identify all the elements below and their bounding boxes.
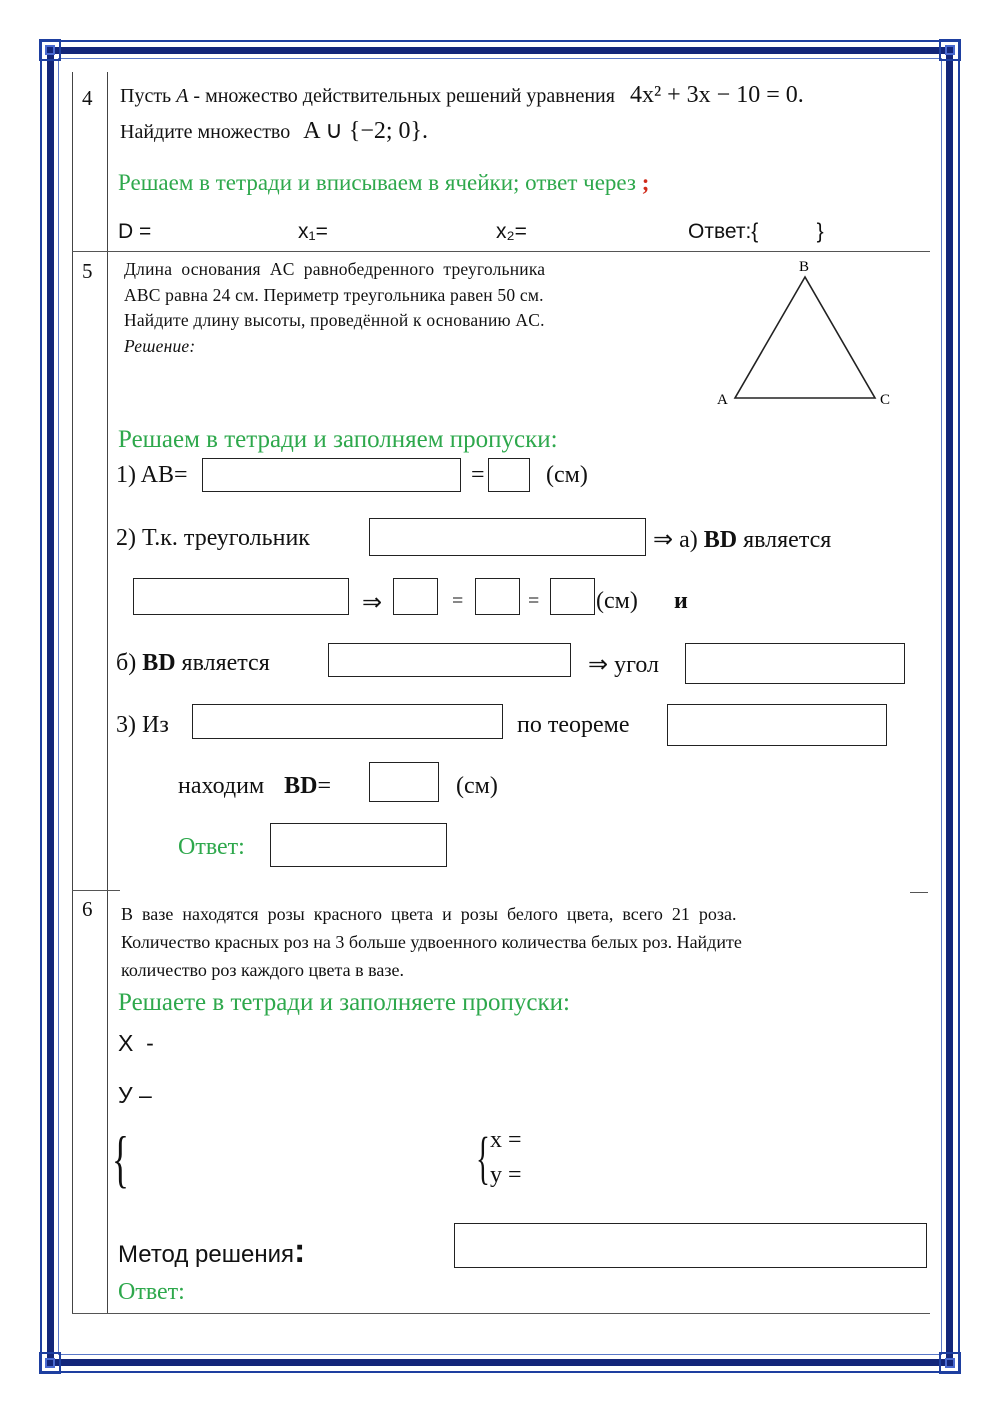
task6-answer-label: Ответ: (118, 1279, 185, 1305)
vertex-label-a: A (717, 392, 728, 408)
find-unit: (см) (456, 773, 498, 799)
step2b-equals-1: = (452, 590, 464, 612)
task6-text-line: количество роз каждого цвета в вазе. (121, 960, 404, 980)
bd-second-property-input[interactable] (328, 643, 571, 677)
triangle-abc-figure (710, 255, 910, 415)
frame-corner-ornament (39, 1352, 61, 1374)
ab-expression-input[interactable] (202, 458, 461, 492)
table-bottom-border (72, 1313, 930, 1314)
stepb-bd: BD (142, 650, 176, 676)
find-label: находим (178, 773, 265, 799)
task5-text-line: Длина основания AC равнобедренного треугольника (124, 259, 546, 279)
task4-x2-label: x₂= (496, 220, 527, 243)
row-divider-4-5 (72, 251, 930, 252)
angle-input[interactable] (685, 643, 905, 684)
segment-expression-input[interactable] (475, 578, 520, 615)
step2-label: 2) Т.к. треугольник (116, 525, 310, 551)
system-left-brace: { (112, 1123, 129, 1194)
x-variable-label: Х - (118, 1030, 154, 1056)
task4-find: Найдите множество (120, 121, 291, 143)
step1-ab-label: 1) AB= (116, 462, 188, 488)
method-label-text: Метод решения (118, 1241, 294, 1268)
step2b-and: и (674, 588, 688, 614)
method-label-colon: : (293, 1232, 306, 1270)
task-number-5: 5 (82, 259, 93, 283)
theorem-input[interactable] (667, 704, 887, 746)
task4-statement-line1 (120, 82, 930, 109)
triangle-shape (735, 277, 875, 398)
find-bd: BD (284, 773, 318, 799)
step2b-unit: (см) (596, 588, 638, 614)
task5-instruction: Решаем в тетради и заполняем пропуски: (118, 426, 558, 453)
step2-is: является (743, 527, 832, 553)
task5-answer-label: Ответ: (178, 834, 245, 860)
task-number-6: 6 (82, 897, 93, 921)
task4-instruction (118, 170, 649, 196)
task6-text-line: В вазе находятся розы красного цвета и розы белого цвета, всего 21 роза. (121, 904, 737, 924)
answer-system-brace: { (476, 1125, 490, 1190)
task4-d-label: D = (118, 220, 152, 243)
step1-unit: (см) (546, 462, 588, 488)
step2-bd: BD (703, 527, 738, 553)
task4-instruction-text: Решаем в тетради и вписываем в ячейки; ответ через (118, 170, 637, 195)
step1-equals: = (471, 462, 485, 488)
stepb-statement (116, 650, 270, 677)
y-equals-label: y = (490, 1162, 522, 1188)
solution-method-input[interactable] (454, 1223, 927, 1268)
task4-x1-label: x₁= (298, 220, 328, 243)
frame-corner-ornament (39, 39, 61, 61)
task4-var-a: A (176, 85, 189, 107)
task4-answer-label: Ответ:{ } (688, 220, 824, 243)
task5-text-line: ABC равна 24 см. Периметр треугольника равен 50 см. (124, 284, 544, 305)
row-divider-5-6-right (910, 892, 928, 893)
step2-implies: ⇒ а) (653, 527, 698, 553)
right-triangle-input[interactable] (192, 704, 503, 739)
task4-equation: 4x² + 3x − 10 = 0. (629, 82, 804, 108)
task5-statement (124, 257, 694, 359)
task4-let: Пусть (120, 85, 172, 107)
vertex-label-b: B (799, 259, 810, 275)
step2-bd-statement (653, 525, 831, 554)
ab-value-input[interactable] (488, 458, 530, 492)
stepb-is: является (181, 650, 270, 676)
table-left-border (72, 72, 73, 1313)
row-divider-5-6 (72, 890, 120, 891)
segment-value-input[interactable] (550, 578, 595, 615)
task4-set-expression: A ∪ {−2; 0}. (303, 118, 429, 144)
find-equals: = (317, 773, 332, 799)
step3-theorem-label: по теореме (517, 712, 630, 738)
find-bd-statement (178, 773, 331, 800)
stepb-angle-label: ⇒ угол (588, 652, 660, 678)
task5-text-line: Найдите длину высоты, проведённой к основанию AC. (124, 310, 545, 330)
task4-statement-line2 (120, 118, 428, 145)
y-variable-label: У – (118, 1082, 152, 1108)
task4-line1-rest: - множество действительных решений уравнения (193, 85, 615, 107)
task6-instruction: Решаете в тетради и заполняете пропуски: (118, 989, 571, 1016)
task-number-4: 4 (82, 86, 93, 110)
x-equals-label: x = (490, 1127, 522, 1153)
vertex-label-c: C (880, 392, 891, 408)
task5-answer-input[interactable] (270, 823, 447, 867)
step3-label: 3) Из (116, 712, 169, 738)
bd-property-input[interactable] (133, 578, 349, 615)
step2b-equals-2: = (528, 590, 540, 612)
frame-corner-ornament (939, 39, 961, 61)
segment-name-input[interactable] (393, 578, 438, 615)
bd-value-input[interactable] (369, 762, 439, 802)
number-column-divider (107, 72, 108, 1313)
method-label (118, 1232, 305, 1271)
triangle-type-input[interactable] (369, 518, 646, 556)
task6-text-line: Количество красных роз на 3 больше удвоенного количества белых роз. Найдите (121, 932, 742, 952)
frame-corner-ornament (939, 1352, 961, 1374)
task5-solution-label: Решение: (124, 335, 196, 356)
task6-statement (121, 900, 921, 984)
task4-instruction-semicolon: ; (641, 170, 650, 195)
stepb-label: б) (116, 650, 137, 676)
step2b-implies: ⇒ (362, 590, 383, 616)
